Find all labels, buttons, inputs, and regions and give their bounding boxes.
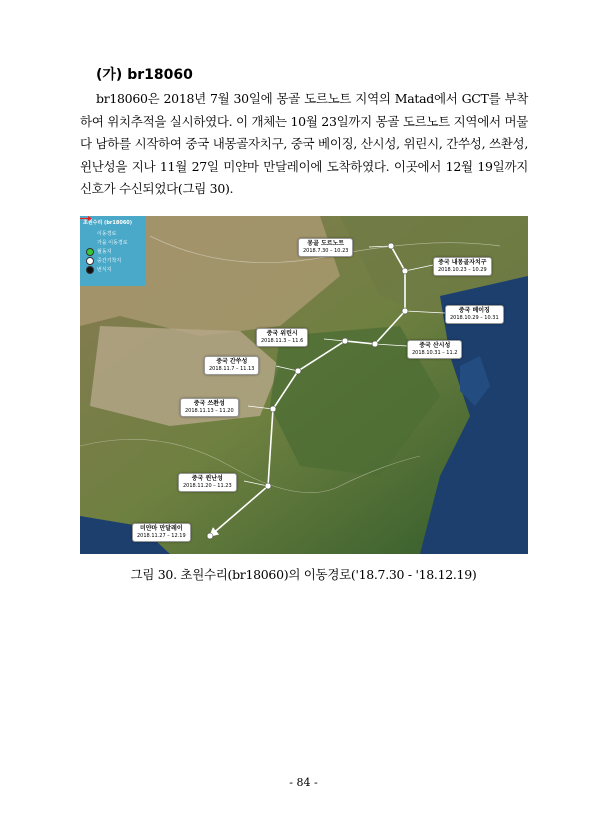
stop-label: 중국 내몽골자치구 2018.10.23 – 10.29 — [433, 257, 492, 276]
white-dot-icon — [86, 257, 94, 265]
legend-item — [83, 229, 143, 238]
legend-title: 초원수리 (br18060) — [83, 220, 133, 226]
body-paragraph: br18060은 2018년 7월 30일에 몽골 도르노트 지역의 Matad에서 GCT를 부착하여 위치추적을 실시하였다. 이 개체는 10월 23일까지 몽골 도르노트 지역에서 머물다 남하를 시작하여 중국 내몽골자치구, 중국 베이징, 산시성, 위린시, 간쑤성, 쓰촨성, 윈난성을 지나 11월 27일 미얀마 만달레이에 도착하였다. 이곳에서 12월 19일까지 신호가 수신되었다(그림 30). — [80, 91, 528, 196]
stop-label: 중국 윈난성 2018.11.20 – 11.23 — [178, 473, 237, 492]
stop-marker-dornod — [388, 243, 394, 249]
legend-label: 중간기착지 — [97, 258, 122, 264]
stop-marker-beijing — [402, 308, 408, 314]
stop-marker-yulin — [342, 338, 348, 344]
legend-label: 월동지 — [97, 249, 112, 255]
stop-marker-mandalay — [207, 533, 213, 539]
stop-label: 중국 위린시 2018.11.3 – 11.6 — [256, 328, 308, 347]
legend-label: 가을 이동경로 — [97, 240, 128, 246]
page-number: - 84 - — [289, 776, 318, 789]
legend-item — [83, 265, 143, 274]
stop-marker-shanxi — [372, 341, 378, 347]
stop-label: 중국 간쑤성 2018.11.7 – 11.13 — [204, 356, 259, 375]
stop-label: 몽골 도르노트 2018.7.30 – 10.23 — [298, 238, 353, 257]
section-heading: (가) br18060 — [96, 67, 193, 83]
legend-label: 번식지 — [97, 267, 112, 273]
stop-marker-sichuan — [270, 406, 276, 412]
stop-label: 중국 산시성 2018.10.31 – 11.2 — [407, 340, 462, 359]
green-dot-icon — [86, 248, 94, 256]
legend-label: 이동경로 — [97, 231, 117, 237]
legend-item — [83, 256, 143, 265]
legend-item — [83, 238, 143, 247]
map-legend — [80, 216, 146, 286]
stop-marker-yunnan — [265, 483, 271, 489]
stop-label: 중국 쓰촨성 2018.11.13 – 11.20 — [180, 398, 239, 417]
black-dot-icon — [86, 266, 94, 274]
stop-marker-inner-mongolia — [402, 268, 408, 274]
stop-label: 중국 베이징 2018.10.29 – 10.31 — [445, 305, 504, 324]
migration-map — [80, 216, 528, 554]
legend-item — [83, 247, 143, 256]
stop-label: 미얀마 만달레이 2018.11.27 – 12.19 — [132, 523, 191, 542]
figure-caption: 그림 30. 초원수리(br18060)의 이동경로('18.7.30 - '18.12.19) — [130, 567, 477, 582]
stop-marker-gansu — [295, 368, 301, 374]
